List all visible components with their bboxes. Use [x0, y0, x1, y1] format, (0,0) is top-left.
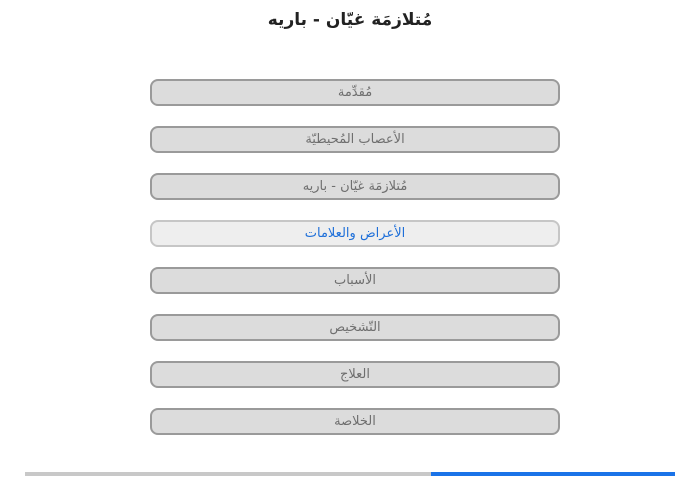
- progress-bar: [25, 472, 675, 476]
- menu-item-symptoms-signs[interactable]: الأعراض والعلامات: [150, 220, 560, 247]
- menu-item-causes[interactable]: الأسباب: [150, 267, 560, 294]
- progress-bar-fill: [431, 472, 675, 476]
- chapter-menu: [150, 79, 560, 435]
- menu-item-introduction[interactable]: مُقدِّمة: [150, 79, 560, 106]
- menu-item-syndrome[interactable]: مُتلازمَة غيّان - باريه: [150, 173, 560, 200]
- menu-item-treatment[interactable]: العلاج: [150, 361, 560, 388]
- menu-item-summary[interactable]: الخلاصة: [150, 408, 560, 435]
- menu-item-peripheral-nerves[interactable]: الأعصاب المُحيطيّة: [150, 126, 560, 153]
- menu-item-diagnosis[interactable]: التّشخيص: [150, 314, 560, 341]
- page-title: مُتلازمَة غيّان - باريه: [267, 10, 433, 30]
